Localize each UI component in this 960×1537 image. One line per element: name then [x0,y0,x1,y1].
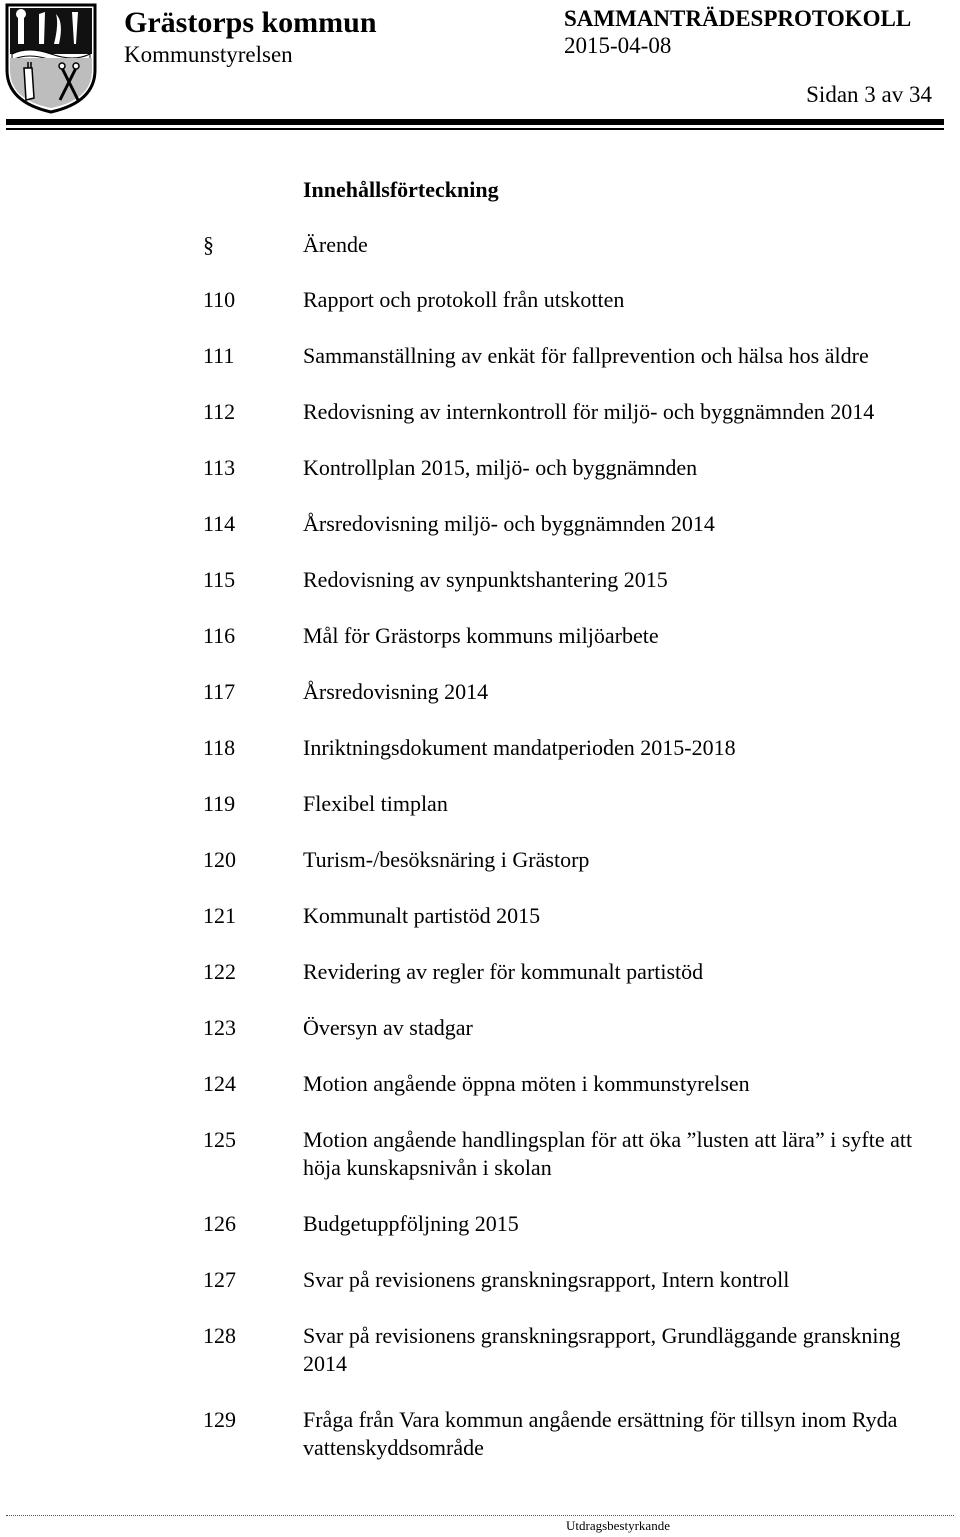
toc-item-number: 116 [203,623,236,648]
toc-item-number: 112 [203,399,236,424]
page-number: Sidan 3 av 34 [806,82,932,107]
toc-item-number: 111 [203,343,235,368]
toc-item [203,1210,943,1238]
footer-divider [6,1515,954,1516]
toc-item [203,846,943,874]
toc-title: Innehållsförteckning [303,177,499,202]
toc-list [203,286,943,1490]
toc-item-number: 115 [203,567,236,592]
toc-item-title: Mål för Grästorps kommuns miljöarbete [303,623,659,648]
toc-item-title: Rapport och protokoll från utskotten [303,287,625,312]
toc-item-title: Årsredovisning 2014 [303,679,489,704]
toc-item [203,1266,943,1294]
toc-item [203,1322,943,1378]
toc-item-title: Sammanställning av enkät för fallprevention och hälsa hos äldre [303,343,869,368]
toc-item [203,342,943,370]
toc-item-number: 125 [203,1127,236,1152]
toc-item-number: 119 [203,791,236,816]
toc-item-title: Årsredovisning miljö- och byggnämnden 2014 [303,511,715,536]
header-divider-thin [6,128,944,130]
toc-item [203,1014,943,1042]
toc-item-title: Flexibel timplan [303,791,448,816]
toc-item-number: 124 [203,1071,236,1096]
toc-item [203,1070,943,1098]
toc-item-number: 118 [203,735,236,760]
toc-item-title: Redovisning av synpunktshantering 2015 [303,567,668,592]
toc-item [203,286,943,314]
toc-item-number: 121 [203,903,236,928]
toc-item-number: 110 [203,287,236,312]
toc-item-title: Motion angående öppna möten i kommunstyrelsen [303,1071,750,1096]
municipality-name: Grästorps kommun [124,6,377,39]
toc-item-number: 117 [203,679,236,704]
toc-item-number: 129 [203,1407,236,1432]
toc-item-title: Budgetuppföljning 2015 [303,1211,519,1236]
toc-item [203,622,943,650]
toc-item-number: 120 [203,847,236,872]
toc-item-title: Revidering av regler för kommunalt partistöd [303,959,704,984]
toc-item-title: Kommunalt partistöd 2015 [303,903,541,928]
toc-item-title: Fråga från Vara kommun angående ersättning för tillsyn inom Ryda vattenskyddsområde [303,1407,898,1460]
paragraph-symbol: § [203,232,214,257]
column-label: Ärende [303,232,368,257]
toc-item [203,1126,943,1182]
toc-item [203,790,943,818]
toc-item-number: 122 [203,959,236,984]
toc-item-title: Motion angående handlingsplan för att öka ”lusten att lära” i syfte att höja kunskapsnivån i skolan [303,1127,913,1180]
header-divider [6,119,944,125]
toc-item [203,678,943,706]
toc-item [203,734,943,762]
toc-item-number: 126 [203,1211,236,1236]
toc-item [203,566,943,594]
toc-item [203,902,943,930]
toc-item-number: 127 [203,1267,236,1292]
toc-item [203,1406,943,1462]
toc-item-number: 114 [203,511,236,536]
toc-item [203,454,943,482]
toc-item-title: Redovisning av internkontroll för miljö- och byggnämnden 2014 [303,399,875,424]
toc-item [203,958,943,986]
footer-label: Utdragsbestyrkande [566,1518,670,1533]
toc-item-title: Svar på revisionens granskningsrapport, Intern kontroll [303,1267,790,1292]
toc-item-title: Kontrollplan 2015, miljö- och byggnämnden [303,455,698,480]
toc-item-title: Inriktningsdokument mandatperioden 2015-2018 [303,735,736,760]
board-name: Kommunstyrelsen [124,42,293,67]
toc-item-number: 128 [203,1323,236,1348]
document-date: 2015-04-08 [564,33,672,58]
toc-item-title: Turism-/besöksnäring i Grästorp [303,847,590,872]
coat-of-arms-logo [4,2,98,114]
toc-item-number: 113 [203,455,236,480]
document-type: SAMMANTRÄDESPROTOKOLL [564,6,912,31]
toc-item-number: 123 [203,1015,236,1040]
toc-item [203,510,943,538]
toc-item-title: Översyn av stadgar [303,1015,473,1040]
toc-item-title: Svar på revisionens granskningsrapport, Grundläggande granskning 2014 [303,1323,901,1376]
toc-item [203,398,943,426]
coat-of-arms-icon [4,2,98,114]
